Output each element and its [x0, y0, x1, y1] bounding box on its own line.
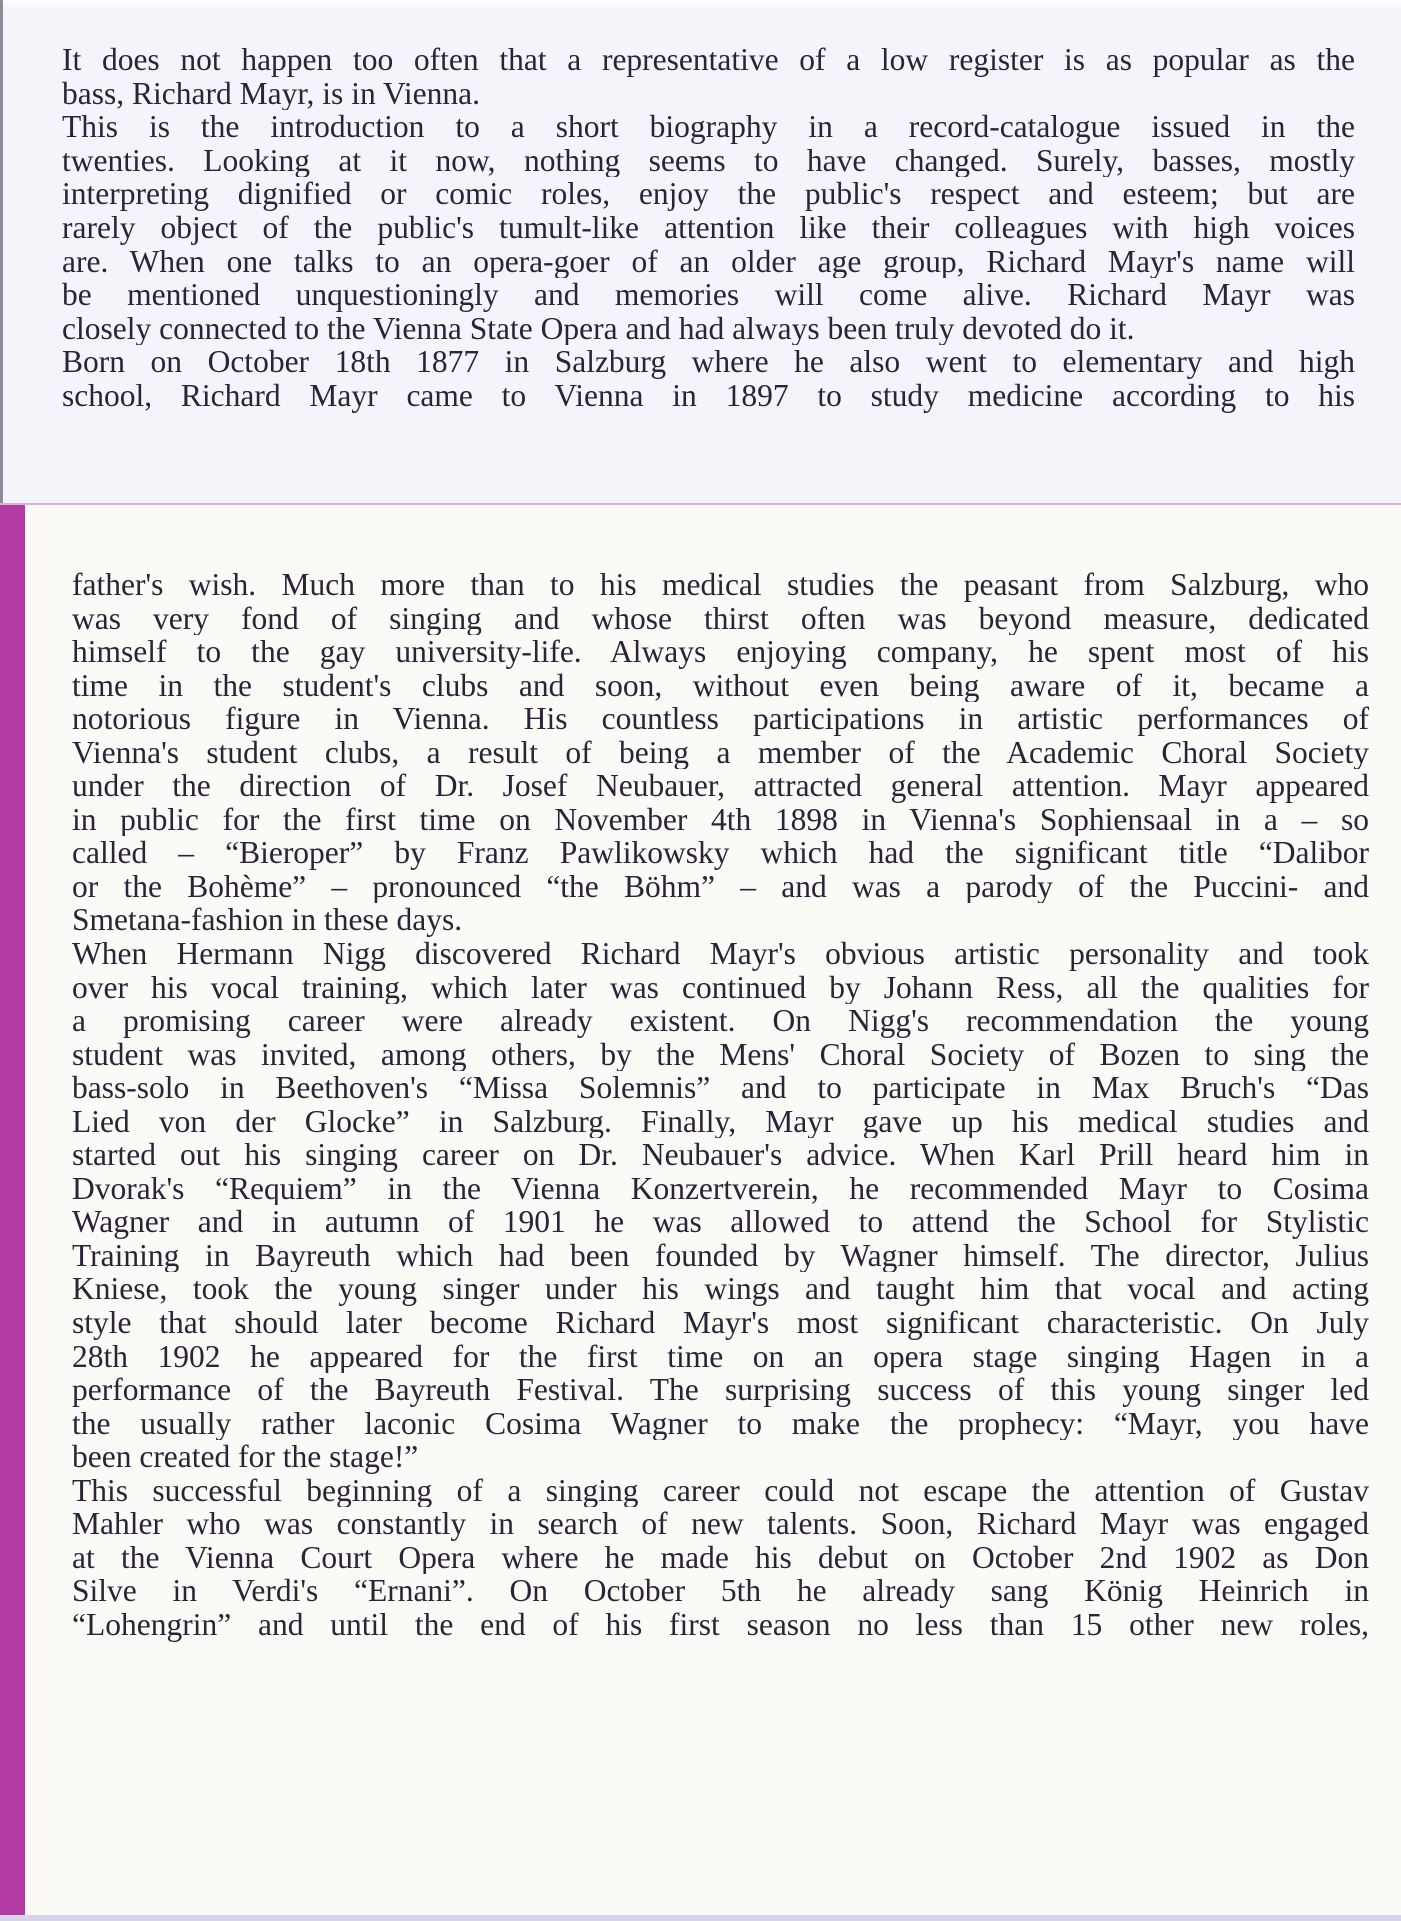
- text-line: It does not happen too often that a representative of a low register is as popular as the: [62, 43, 1355, 77]
- text-line: Training in Bayreuth which had been founded by Wagner himself. The director, Julius: [72, 1238, 1369, 1273]
- text-line: Silve in Verdi's “Ernani”. On October 5th he already sang König Heinrich in: [72, 1574, 1369, 1608]
- text-line: Smetana-fashion in these days.: [72, 903, 463, 938]
- top-page-edge: [3, 0, 1401, 10]
- text-line: started out his singing career on Dr. Neubauer's advice. When Karl Prill heard him in: [72, 1138, 1369, 1172]
- text-line: rarely object of the public's tumult-like attention like their colleagues with high voices: [62, 210, 1355, 245]
- text-line: 28th 1902 he appeared for the first time on an opera stage singing Hagen in a: [72, 1339, 1369, 1374]
- text-line: Wagner and in autumn of 1901 he was allowed to attend the School for Stylistic: [72, 1205, 1369, 1239]
- text-line: bass-solo in Beethoven's “Missa Solemnis” and to participate in Max Bruch's “Das: [72, 1071, 1369, 1105]
- text-line: Dvorak's “Requiem” in the Vienna Konzertverein, he recommended Mayr to Cosima: [72, 1171, 1369, 1206]
- text-line: or the Bohème” – pronounced “the Böhm” – and was a parody of the Puccini- and: [72, 869, 1369, 904]
- text-line: father's wish. Much more than to his medical studies the peasant from Salzburg, who: [72, 568, 1369, 602]
- text-line: This is the introduction to a short biography in a record-catalogue issued in the: [62, 110, 1355, 144]
- text-line: been created for the stage!”: [72, 1440, 419, 1474]
- text-line: was very fond of singing and whose thirst often was beyond measure, dedicated: [72, 601, 1369, 636]
- text-line: twenties. Looking at it now, nothing seems to have changed. Surely, basses, mostly: [62, 143, 1355, 178]
- text-line: When Hermann Nigg discovered Richard Mayr's obvious artistic personality and took: [72, 937, 1369, 971]
- text-line: Vienna's student clubs, a result of being a member of the Academic Choral Society: [72, 735, 1369, 770]
- text-line: over his vocal training, which later was continued by Johann Ress, all the qualities for: [72, 970, 1369, 1005]
- text-line: performance of the Bayreuth Festival. The surprising success of this young singer led: [72, 1373, 1369, 1407]
- text-line: under the direction of Dr. Josef Neubauer, attracted general attention. Mayr appeared: [72, 769, 1369, 803]
- text-line: bass, Richard Mayr, is in Vienna.: [62, 76, 480, 111]
- text-line: be mentioned unquestioningly and memories will come alive. Richard Mayr was: [62, 278, 1355, 312]
- text-line: Mahler who was constantly in search of new talents. Soon, Richard Mayr was engaged: [72, 1507, 1369, 1541]
- magenta-margin-strip: [0, 505, 25, 1915]
- text-line: Kniese, took the young singer under his wings and taught him that vocal and acting: [72, 1272, 1369, 1307]
- text-line: the usually rather laconic Cosima Wagner to make the prophecy: “Mayr, you have: [72, 1406, 1369, 1441]
- text-line: student was invited, among others, by the Mens' Choral Society of Bozen to sing the: [72, 1037, 1369, 1072]
- bottom-page-edge: [0, 1915, 1401, 1921]
- text-line: interpreting dignified or comic roles, enjoy the public's respect and esteem; but are: [62, 177, 1355, 211]
- text-line: closely connected to the Vienna State Opera and had always been truly devoted do it.: [62, 311, 1135, 346]
- text-line: “Lohengrin” and until the end of his first season no less than 15 other new roles,: [72, 1607, 1369, 1642]
- text-line: a promising career were already existent. On Nigg's recommendation the young: [72, 1004, 1369, 1038]
- text-line: school, Richard Mayr came to Vienna in 1897 to study medicine according to his: [62, 378, 1355, 413]
- top-section-text: [62, 43, 1355, 413]
- text-line: himself to the gay university-life. Always enjoying company, he spent most of his: [72, 635, 1369, 669]
- bottom-section-text: [72, 568, 1369, 1642]
- text-line: in public for the first time on November 4th 1898 in Vienna's Sophiensaal in a – so: [72, 802, 1369, 837]
- text-line: notorious figure in Vienna. His countless participations in artistic performances of: [72, 702, 1369, 736]
- text-line: style that should later become Richard Mayr's most significant characteristic. On July: [72, 1306, 1369, 1340]
- text-line: time in the student's clubs and soon, without even being aware of it, became a: [72, 668, 1369, 703]
- text-line: Born on October 18th 1877 in Salzburg where he also went to elementary and high: [62, 345, 1355, 379]
- text-line: Lied von der Glocke” in Salzburg. Finally, Mayr gave up his medical studies and: [72, 1104, 1369, 1139]
- text-line: called – “Bieroper” by Franz Pawlikowsky which had the significant title “Dalibor: [72, 836, 1369, 870]
- text-line: are. When one talks to an opera-goer of an older age group, Richard Mayr's name will: [62, 244, 1355, 279]
- text-line: This successful beginning of a singing career could not escape the attention of Gustav: [72, 1473, 1369, 1508]
- text-line: at the Vienna Court Opera where he made his debut on October 2nd 1902 as Don: [72, 1540, 1369, 1575]
